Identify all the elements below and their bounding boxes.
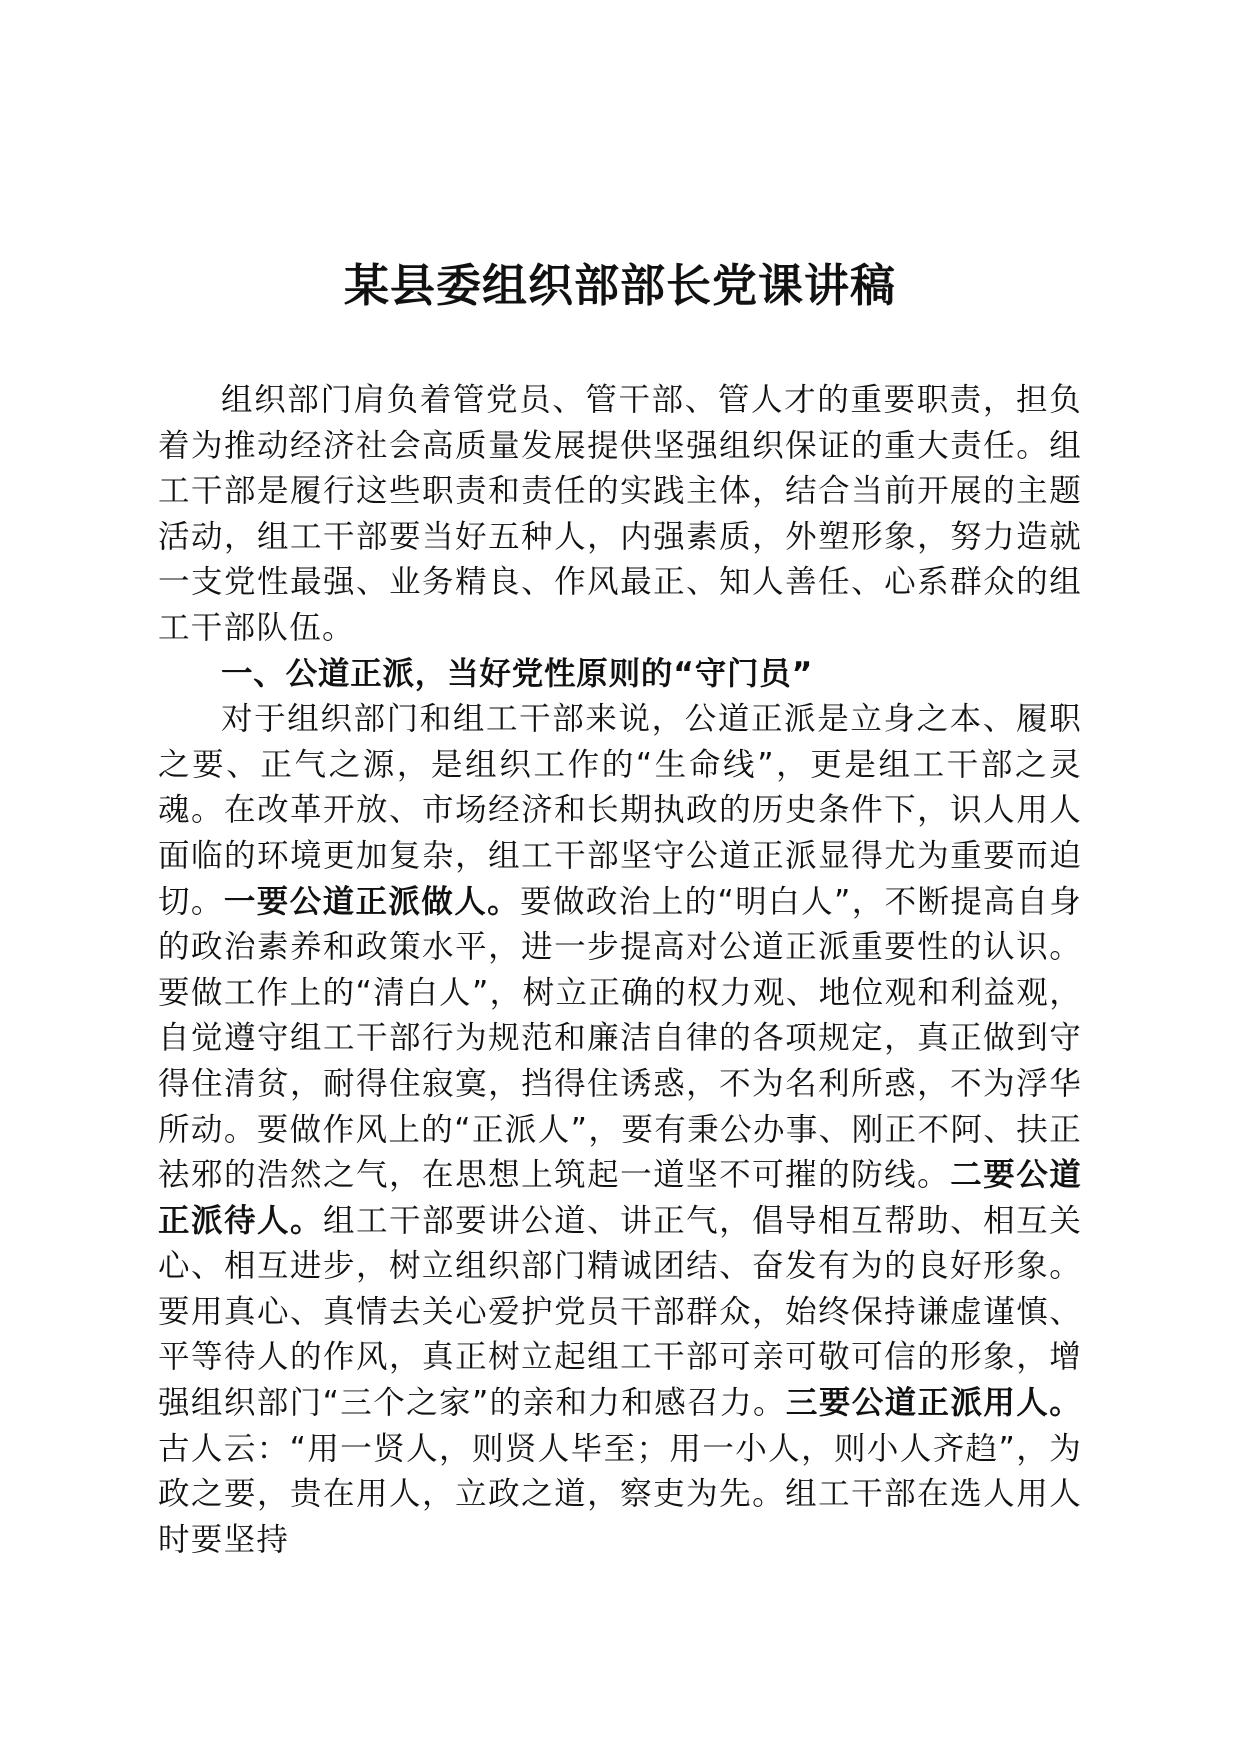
paragraph-text: 要做政治上的“明白人”，不断提高自身的政治素养和政策水平，进一步提高对公道正派重要性的认识。要做工作上的“清白人”，树立正确的权力观、地位观和利益观，自觉遵守组工干部行为规范和廉洁自律的各项规定，真正做到守得住清贫，耐得住寂寞，挡得住诱惑，不为名利所惑，不为浮华所动。要做作风上的“正派人”，要有秉公办事、刚正不阿、扶正祛邪的浩然之气，在思想上筑起一道坚不可摧的防线。 [158, 883, 1082, 1194]
paragraph-text: 对于组织部门和组工干部来说，公道正派是立身之本、履职之要、正气之源，是组织工作的“生命线”，更是组工干部之灵魂。在改革开放、市场经济和长期执政的历史条件下，识人用人面临的环境更加复杂，组工干部坚守公道正派显得尤为重要而迫切。 [158, 701, 1082, 920]
paragraph-text: 古人云：“用一贤人，则贤人毕至；用一小人，则小人齐趋”，为政之要，贵在用人，立政之道，察吏为先。组工干部在选人用人时要坚持 [158, 1430, 1082, 1558]
intro-paragraph: 组织部门肩负着管党员、管干部、管人才的重要职责，担负着为推动经济社会高质量发展提供坚强组织保证的重大责任。组工干部是履行这些职责和责任的实践主体，结合当前开展的主题活动，组工干部要当好五种人，内强素质，外塑形象，努力造就一支党性最强、业务精良、作风最正、知人善任、心系群众的组工干部队伍。 [158, 382, 1082, 646]
document-title: 某县委组织部部长党课讲稿 [343, 259, 896, 312]
paragraph-text: 组工干部要讲公道、讲正气，倡导相互帮助、相互关心、相互进步，树立组织部门精诚团结、奋发有为的良好形象。要用真心、真情去关心爱护党员干部群众，始终保持谦虚谨慎、平等待人的作风，真正树立起组工干部可亲可敬可信的形象，增强组织部门“三个之家”的亲和力和感召力。 [158, 1202, 1082, 1422]
bold-point-3: 三要公道正派用人。 [785, 1385, 1083, 1422]
bold-point-2: 二要公道正派待人。 [158, 1157, 1083, 1239]
document-body [158, 378, 1082, 1563]
section-heading: 一、公道正派，当好党性原则的“守门员” [221, 655, 814, 692]
bold-point-1: 一要公道正派做人。 [223, 883, 521, 920]
section-paragraph [158, 697, 1082, 1563]
